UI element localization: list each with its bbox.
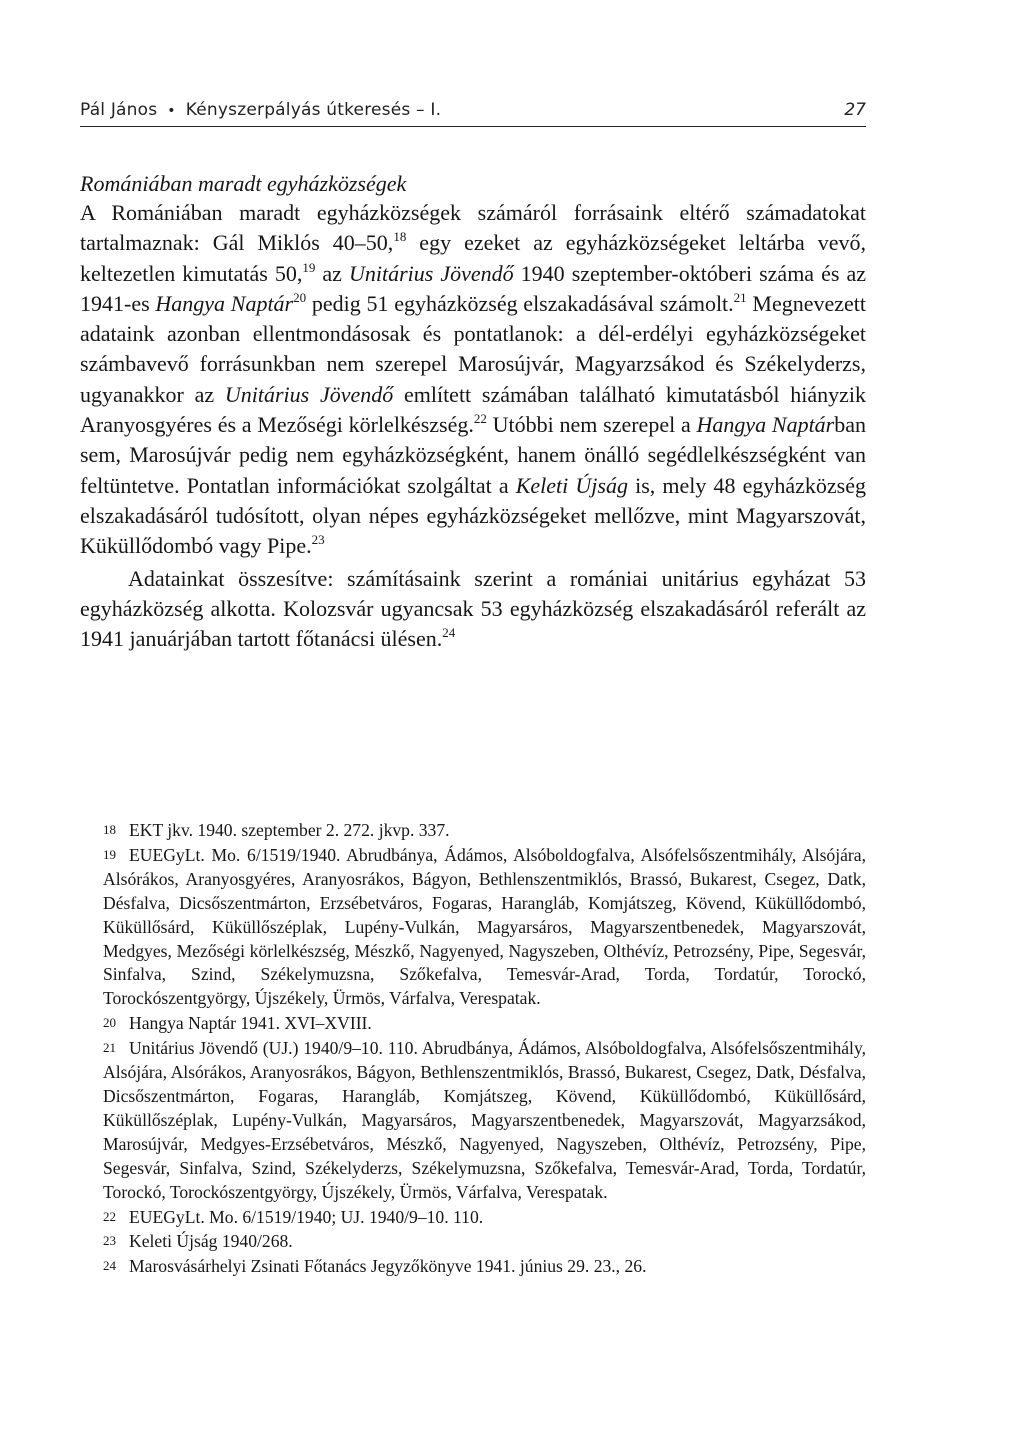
footnote-text: EUEGyLt. Mo. 6/1519/1940. Abrudbánya, Ádámos, Alsóboldogfalva, Alsófelsőszentmihály, Alsójára, Alsórákos, Aranyosgyéres, Aranyosrákos, Bágyon, Bethlenszentmiklós, Brassó, Bukarest, Csegez, Datk, Désfalva, Dicsőszentmárton, Erzsébetváros, Fogaras, Harangláb, Komjátszeg, Kövend, Küküllődombó, Küküllősárd, Küküllőszéplak, Lupény-Vulkán, Magyarsáros, Magyarszentbenedek, Magyarszovát, Medgyes, Mezőségi körlelkészség, Mészkő, Nagyenyed, Nagyszeben, Olthévíz, Petrozsény, Pipe, Segesvár, Sinfalva, Szind, Székelymuzsna, Szőkefalva, Temesvár-Arad, Torda, Tordatúr, Torockó, Torockószentgyörgy, Újszékely, Ürmös, Várfalva, Verespatak. — [103, 844, 866, 1009]
p1-text-b: egy ezeket az egyházközségeket leltárba vevő, keltezetlen kimutatás 50, — [80, 230, 866, 286]
p1-italic-unitarius-jovendo: Unitárius Jövendő — [348, 260, 514, 286]
footnote-number: 22 — [103, 1208, 116, 1224]
running-head-left — [80, 100, 441, 120]
p1-italic-unitarius-jovendo-2: Unitárius Jövendő — [224, 381, 394, 407]
p1-italic-hangya-naptar: Hangya Naptár — [155, 290, 294, 316]
footnote-text: EUEGyLt. Mo. 6/1519/1940; UJ. 1940/9–10. 110. — [129, 1206, 484, 1227]
book-title: Kényszerpályás útkeresés – I. — [185, 100, 442, 120]
header-separator: • — [167, 103, 176, 119]
p1-text-h: Utóbbi nem szerepel a — [486, 412, 697, 438]
paragraph-2 — [80, 564, 866, 655]
p1-text-e: pedig 51 egyházközség elszakadásával számolt. — [306, 290, 734, 316]
author-name: Pál János — [80, 100, 158, 120]
p2-text: Adatainkat összesítve: számításaink szerint a romániai unitárius egyházat 53 egyházközség alkotta. Kolozsvár ugyancsak 53 egyházközség elszakadásáról referált az 1941 januárjában tartott főtanácsi ülésen. — [80, 565, 866, 652]
footnote-ref-18[interactable]: 18 — [393, 229, 407, 245]
footnote-22 — [103, 1205, 866, 1230]
footnote-ref-21[interactable]: 21 — [733, 289, 747, 305]
p1-text-d: 1940 szeptember-októberi száma és az 1941-es — [80, 260, 866, 316]
p1-italic-keleti-ujsag: Keleti Újság — [515, 472, 628, 498]
footnote-number: 23 — [103, 1233, 116, 1249]
footnote-number: 19 — [103, 846, 116, 862]
footnote-19 — [103, 843, 866, 1011]
footnote-ref-19[interactable]: 19 — [302, 259, 316, 275]
p1-italic-hangya-naptar-2: Hangya Naptár — [696, 412, 835, 438]
footnote-ref-23[interactable]: 23 — [311, 532, 325, 548]
footnote-23 — [103, 1229, 866, 1254]
p1-text-g: említett számában található kimutatásból hiányzik Aranyosgyéres és a Mezőségi körlelkészség. — [80, 381, 866, 438]
footnote-text: EKT jkv. 1940. szeptember 2. 272. jkvp. 337. — [129, 820, 450, 840]
page-body — [80, 96, 866, 654]
page-number: 27 — [844, 100, 866, 120]
footnote-number: 24 — [103, 1258, 116, 1274]
footnote-21 — [103, 1036, 866, 1204]
running-head — [80, 96, 866, 127]
footnote-24 — [103, 1254, 866, 1279]
footnote-ref-24[interactable]: 24 — [442, 625, 456, 641]
footnote-text: Hangya Naptár 1941. XVI–XVIII. — [129, 1013, 372, 1034]
footnote-number: 21 — [103, 1040, 116, 1056]
p1-text-k: is, mely 48 egyházközség elszakadásáról tudósított, olyan népes egyházközségeket mellőzve, mint Magyarszovát, Küküllődombó vagy Pipe. — [80, 472, 866, 559]
footnotes — [103, 818, 866, 1279]
p1-text-c: az — [315, 260, 349, 286]
footnote-text: Keleti Újság 1940/268. — [129, 1231, 293, 1252]
footnote-text: Marosvásárhelyi Zsinati Főtanács Jegyzőkönyve 1941. június 29. 23., 26. — [129, 1256, 647, 1277]
p1-text-a: A Romániában maradt egyházközségek számáról forrásaink eltérő számadatokat tartalmaznak: Gál Miklós 40–50, — [80, 200, 866, 256]
footnote-number: 20 — [103, 1015, 116, 1031]
footnote-ref-22[interactable]: 22 — [473, 411, 487, 427]
section-title: Romániában maradt egyházközségek — [80, 171, 407, 196]
footnote-number: 18 — [103, 822, 116, 837]
footnote-ref-20[interactable]: 20 — [293, 289, 307, 305]
p1-text-f: Megnevezett adataink azonban ellentmondásosak és pontatlanok: a dél-erdélyi egyházközségeket számbavevő forrásunkban nem szerepel Marosújvár, Magyarzsákod és Székelyderzs, ugyanakkor az — [80, 290, 867, 407]
footnote-text: Unitárius Jövendő (UJ.) 1940/9–10. 110. Abrudbánya, Ádámos, Alsóboldogfalva, Alsófelsőszentmihály, Alsójára, Alsórákos, Aranyosrákos, Bágyon, Bethlenszentmiklós, Brassó, Bukarest, Csegez, Datk, Désfalva, Dicsőszentmárton, Fogaras, Harangláb, Komjátszeg, Kövend, Küküllődombó, Küküllősárd, Küküllőszéplak, Lupény-Vulkán, Magyarsáros, Magyarszentbenedek, Magyarszovát, Magyarzsákod, Marosújvár, Medgyes-Erzsébetváros, Mészkő, Nagyenyed, Nagyszeben, Olthévíz, Petrozsény, Pipe, Segesvár, Sinfalva, Szind, Székelyderzs, Székelymuzsna, Szőkefalva, Temesvár-Arad, Torda, Tordatúr, Torockó, Torockószentgyörgy, Újszékely, Ürmös, Várfalva, Verespatak. — [103, 1038, 866, 1202]
p1-text-j: ban sem, Marosújvár pedig nem egyházközségként, hanem önálló segédlelkészségként van feltüntetve. Pontatlan információkat szolgáltat a — [80, 412, 867, 498]
paragraph-1 — [80, 198, 866, 562]
footnote-20 — [103, 1011, 866, 1036]
footnote-18 — [103, 818, 866, 843]
